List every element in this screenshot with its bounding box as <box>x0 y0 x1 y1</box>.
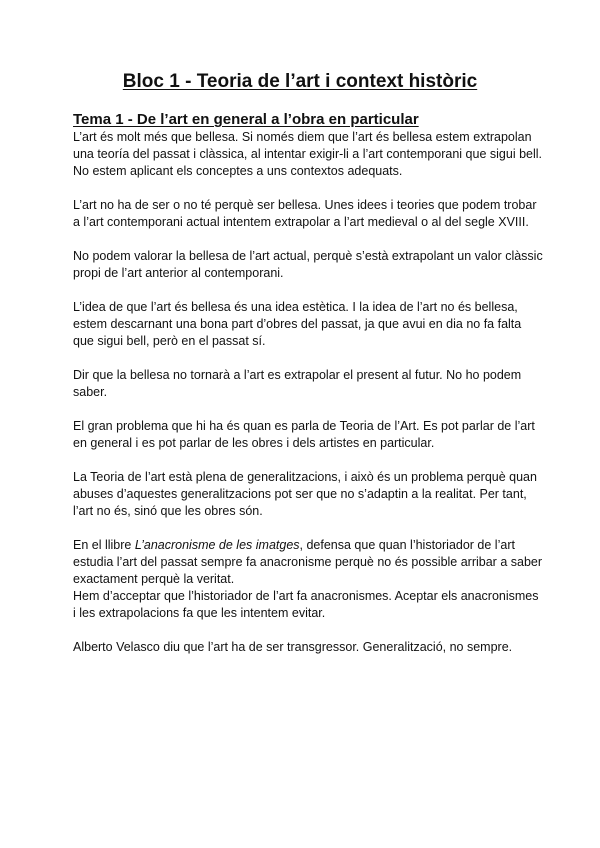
paragraph <box>73 367 533 401</box>
text-line: en general i es pot parlar de les obres i dels artistes en particular. <box>73 436 435 450</box>
text-line: abuses d’aquestes generalitzacions pot ser que no s’adaptin a la realitat. Per tant, <box>73 487 527 501</box>
paragraph <box>73 418 533 452</box>
text-line: saber. <box>73 385 108 399</box>
text-line: No estem aplicant els conceptes a uns contextos adequats. <box>73 164 403 178</box>
section-heading: Tema 1 - De l’art en general a l’obra en particular <box>73 111 419 128</box>
text-line: No podem valorar la bellesa de l’art actual, perquè s’està extrapolant un valor clàssic <box>73 249 543 263</box>
text-line: una teoría del passat i clàssica, al intentar exigir-li a l’art contemporani que sigui bell. <box>73 147 542 161</box>
paragraph <box>73 537 543 622</box>
text-line: l’art no és, sinó que les obres són. <box>73 504 263 518</box>
text-line: a l’art contemporani actual intentem extrapolar a l’art medieval o al del segle XVIII. <box>73 215 529 229</box>
text-line: estem descarnant una bona part d’obres del passat, ja que avui en dia no fa falta <box>73 317 522 331</box>
text-line: Hem d’acceptar que l’historiador de l’art fa anacronismes. Aceptar els anacronismes <box>73 589 539 603</box>
text-line: L’idea de que l’art és bellesa és una idea estètica. I la idea de l’art no és bellesa, <box>73 300 518 314</box>
paragraph <box>73 639 533 656</box>
text-line <box>73 537 533 554</box>
book-title: L’anacronisme de les imatges <box>134 538 300 552</box>
body-text <box>73 129 543 673</box>
text-line: L’art és molt més que bellesa. Si només diem que l’art és bellesa estem extrapolan <box>73 130 532 144</box>
text-run: , defensa que quan l’historiador de l’art <box>299 538 515 552</box>
paragraph <box>73 197 537 231</box>
document-title: Bloc 1 - Teoria de l’art i context històric <box>122 71 478 92</box>
text-line: i les extrapolacions fa que les intentem evitar. <box>73 606 326 620</box>
text-run: En el llibre <box>73 538 135 552</box>
paragraph <box>73 469 537 520</box>
text-line: propi de l’art anterior al contemporani. <box>73 266 284 280</box>
text-line: Dir que la bellesa no tornarà a l’art es extrapolar el present al futur. No ho podem <box>73 368 522 382</box>
text-line: L’art no ha de ser o no té perquè ser bellesa. Unes idees i teories que podem trobar <box>73 198 537 212</box>
paragraph <box>73 129 542 180</box>
text-line: exactament perquè la veritat. <box>73 572 235 586</box>
text-line: estudia l’art del passat sempre fa anacronisme perquè no és possible arribar a saber <box>73 555 543 569</box>
text-line: La Teoria de l’art està plena de generalitzacions, i això és un problema perquè quan <box>73 470 537 484</box>
text-line: que sigui bell, però en el passat sí. <box>73 334 266 348</box>
paragraph <box>73 299 533 350</box>
paragraph <box>73 248 543 282</box>
text-line: Alberto Velasco diu que l’art ha de ser transgressor. Generalització, no sempre. <box>73 640 513 654</box>
text-line: El gran problema que hi ha és quan es parla de Teoria de l’Art. Es pot parlar de l’art <box>73 419 535 433</box>
